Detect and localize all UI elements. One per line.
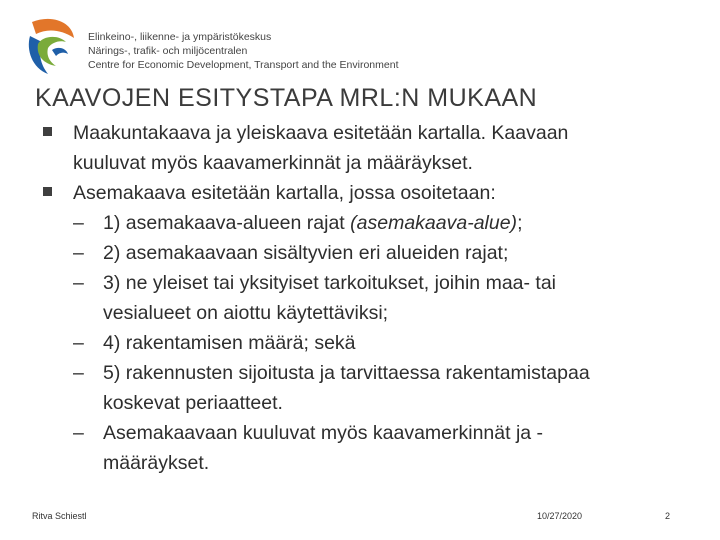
sub-bullet-text: 5) rakennusten sijoitusta ja tarvittaessa rakentamistapaa koskevat periaatteet.	[103, 362, 590, 414]
org-line-en: Centre for Economic Development, Transport and the Environment	[88, 59, 399, 71]
sub-bullet-text: 3) ne yleiset tai yksityiset tarkoitukset, joihin maa- tai vesialueet on aiottu käytettäviksi;	[103, 272, 557, 324]
dash-bullet-icon: –	[73, 422, 84, 444]
dash-bullet-icon: –	[73, 212, 84, 234]
sub-bullet-item	[0, 358, 720, 418]
sub-bullet-item	[0, 418, 720, 478]
bullet-text: Maakuntakaava ja yleiskaava esitetään kartalla. Kaavaan kuuluvat myös kaavamerkinnät ja määräykset.	[73, 122, 569, 174]
footer-author: Ritva Schiestl	[32, 511, 87, 521]
footer-date: 10/27/2020	[537, 511, 583, 521]
sub-bullet-item	[0, 268, 720, 328]
sub-bullet-item	[0, 208, 720, 238]
org-line-sv: Närings-, trafik- och miljöcentralen	[88, 45, 248, 57]
dash-bullet-icon: –	[73, 362, 84, 384]
sub-bullet-text: 4) rakentamisen määrä; sekä	[103, 332, 356, 354]
slide-content	[0, 118, 720, 478]
dash-bullet-icon: –	[73, 242, 84, 264]
slide-title: KAAVOJEN ESITYSTAPA MRL:N MUKAAN	[35, 84, 538, 112]
sub-bullet-text: 2) asemakaavaan sisältyvien eri alueiden rajat;	[103, 242, 509, 264]
ely-logo-icon	[22, 16, 78, 78]
sub-bullet-item	[0, 238, 720, 268]
sub-bullet-text: Asemakaavaan kuuluvat myös kaavamerkinnät ja - määräykset.	[103, 422, 544, 474]
sub-bullet-item	[0, 328, 720, 358]
sub-bullet-text	[103, 208, 720, 238]
sub-bullet-text-part: 1) asemakaava-alueen rajat	[103, 212, 351, 234]
bullet-text: Asemakaava esitetään kartalla, jossa osoitetaan:	[73, 182, 496, 204]
square-bullet-icon	[43, 187, 52, 196]
org-line-fi: Elinkeino-, liikenne- ja ympäristökeskus	[88, 31, 272, 43]
bullet-item	[0, 178, 720, 208]
page-number: 2	[665, 511, 671, 521]
bullet-item	[0, 118, 720, 178]
dash-bullet-icon: –	[73, 272, 84, 294]
organization-name	[88, 30, 399, 72]
dash-bullet-icon: –	[73, 332, 84, 354]
sub-bullet-text-part: ;	[517, 212, 523, 234]
sub-bullet-text-italic: (asemakaava-alue)	[350, 212, 518, 234]
square-bullet-icon	[43, 127, 52, 136]
